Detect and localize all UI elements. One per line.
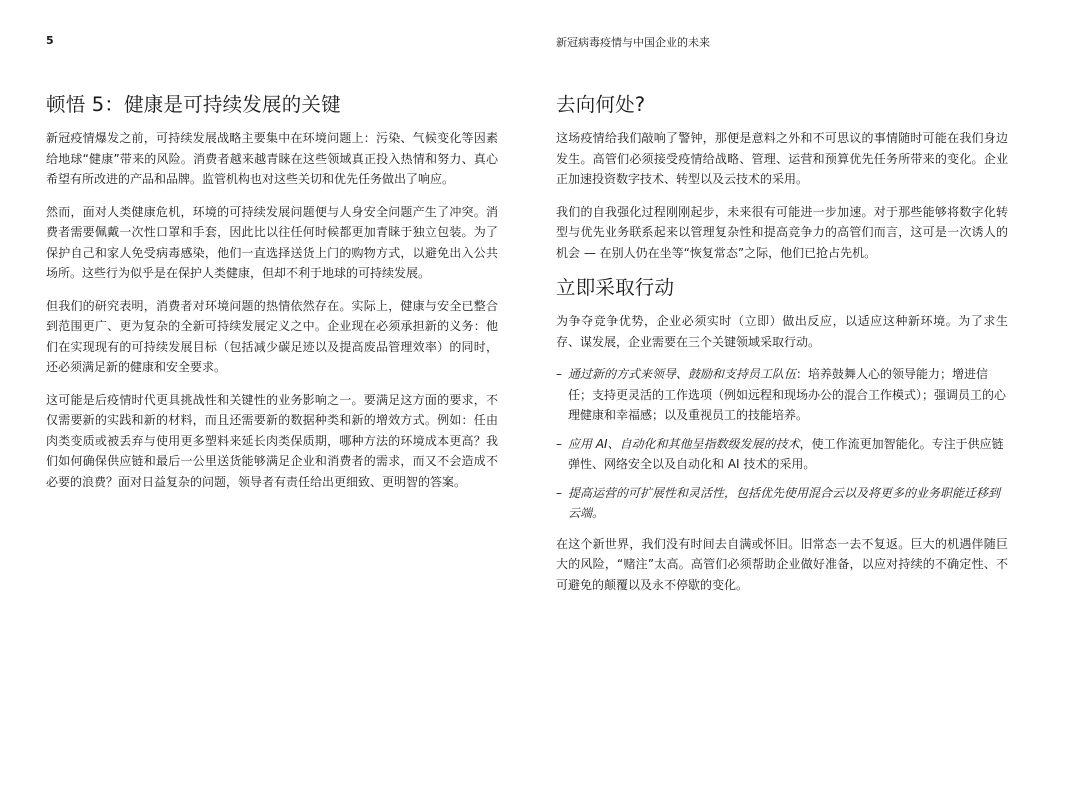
paragraph: 新冠疫情爆发之前，可持续发展战略主要集中在环境问题上：污染、气候变化等因素给地球“健康”带来的风险。消费者越来越青睐在这些领域真正投入热情和努力、真心希望有所改进的产品和品牌。监管机构也对这些关切和优先任务做出了响应。 bbox=[46, 131, 498, 186]
action-text: ：培养鼓舞人心的领导能力；增进信任；支持更灵活的工作选项（例如远程和现场办公的混合工作模式）；强调员工的心理健康和幸福感；以及重视员工的技能培养。 bbox=[568, 367, 1007, 422]
action-list bbox=[556, 364, 1008, 524]
action-item bbox=[556, 364, 1008, 426]
section-heading-health: 顿悟 5：健康是可持续发展的关键 bbox=[46, 93, 341, 116]
action-emphasis: 通过新的方式来领导、鼓励和支持员工队伍 bbox=[568, 367, 797, 381]
paragraph: 然而，面对人类健康危机，环境的可持续发展问题便与人身安全问题产生了冲突。消费者需要佩戴一次性口罩和手套，因此比以往任何时候都更加青睐于独立包装。为了保护自己和家人免受病毒感染，他们一直选择送货上门的购物方式，以避免出入公共场所。这些行为似乎是在保护人类健康，但却不利于地球的可持续发展。 bbox=[46, 204, 498, 280]
section-heading-where-next: 去向何处? bbox=[556, 93, 646, 116]
list-dash: – bbox=[556, 367, 562, 381]
section-heading-act-now: 立即采取行动 bbox=[556, 276, 675, 299]
action-emphasis: 提高运营的可扩展性和灵活性，包括优先使用混合云以及将更多的业务职能迁移到云端。 bbox=[568, 485, 1001, 520]
right-column bbox=[556, 92, 1008, 607]
left-column bbox=[46, 92, 498, 504]
paragraph: 这场疫情给我们敲响了警钟，那便是意料之外和不可思议的事情随时可能在我们身边发生。高管们必须接受疫情给战略、管理、运营和预算优先任务所带来的变化。企业正加速投资数字技术、转型以及云技术的采用。 bbox=[556, 131, 1008, 186]
action-text: ，使工作流更加智能化。专注于供应链弹性、网络安全以及自动化和 AI 技术的采用。 bbox=[568, 436, 1004, 471]
running-header: 新冠病毒疫情与中国企业的未来 bbox=[556, 36, 710, 49]
list-dash: – bbox=[556, 436, 562, 451]
list-dash: – bbox=[556, 485, 562, 500]
action-emphasis: 应用 AI、自动化和其他呈指数级发展的技术 bbox=[568, 436, 800, 451]
paragraph: 这可能是后疫情时代更具挑战性和关键性的业务影响之一。要满足这方面的要求，不仅需要新的实践和新的材料，而且还需要新的数据种类和新的增效方式。例如：任由肉类变质或被丢弃与使用更多塑料来延长肉类保质期，哪种方法的环境成本更高？我们如何确保供应链和最后一公里送货能够满足企业和消费者的需求，而又不会造成不必要的浪费？面对日益复杂的问题，领导者有责任给出更细致、更明智的答案。 bbox=[46, 392, 498, 489]
page-number: 5 bbox=[46, 34, 54, 47]
action-item bbox=[556, 483, 1008, 524]
paragraph: 但我们的研究表明，消费者对环境问题的热情依然存在。实际上，健康与安全已整合到范围更广、更为复杂的全新可持续发展定义之中。企业现在必须承担新的义务：他们在实现现有的可持续发展目标（包括减少碳足迹以及提高废品管理效率）的同时，还必须满足新的健康和安全要求。 bbox=[46, 298, 498, 374]
paragraph: 我们的自我强化过程刚刚起步，未来很有可能进一步加速。对于那些能够将数字化转型与优先业务联系起来以管理复杂性和提高竞争力的高管们而言，这可是一次诱人的机会 — 在别人仍在坐等“恢复常态”之际，他们已抢占先机。 bbox=[556, 204, 1008, 260]
action-item bbox=[556, 434, 1008, 475]
paragraph-closing: 在这个新世界，我们没有时间去自满或怀旧。旧常态一去不复返。巨大的机遇伴随巨大的风险，“赌注”太高。高管们必须帮助企业做好准备，以应对持续的不确定性、不可避免的颠覆以及永不停歇的变化。 bbox=[556, 536, 1008, 592]
paragraph-intro: 为争夺竞争优势，企业必须实时（立即）做出反应，以适应这种新环境。为了求生存、谋发展，企业需要在三个关键领域采取行动。 bbox=[556, 314, 1008, 349]
